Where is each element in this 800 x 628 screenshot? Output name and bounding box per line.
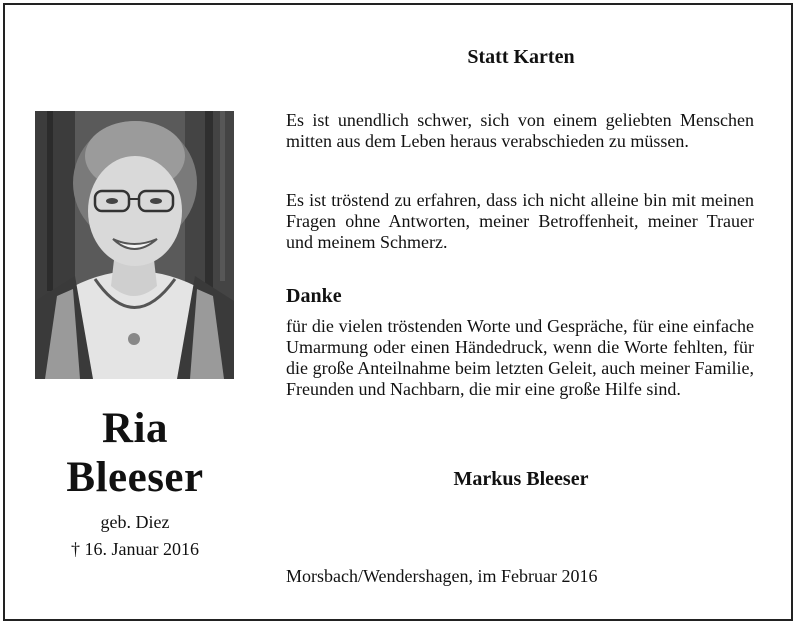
notice-title: Statt Karten bbox=[467, 46, 575, 68]
paragraph-farewell: Es ist unendlich schwer, sich von einem geliebten Menschen mitten aus dem Leben heraus verabschieden zu müssen. bbox=[286, 110, 754, 151]
thanks-heading: Danke bbox=[286, 285, 342, 307]
paragraph-thanks: für die vielen tröstenden Worte und Gespräche, für eine einfache Umarmung oder einen Händedruck, wenn die Worte fehlten, für die große Anteilnahme beim letzten Geleit, auch meiner Familie, Freunden und Nachbarn, die mir eine große Hilfe sind. bbox=[286, 316, 754, 399]
place-date: Morsbach/Wendershagen, im Februar 2016 bbox=[286, 566, 598, 586]
death-date: † 16. Januar 2016 bbox=[71, 539, 199, 559]
paragraph-comfort: Es ist tröstend zu erfahren, dass ich nicht alleine bin mit meinen Fragen ohne Antworten, meiner Betroffenheit, meiner Trauer und meinem Schmerz. bbox=[286, 190, 754, 252]
deceased-first-name: Ria bbox=[102, 405, 168, 452]
maiden-name: geb. Diez bbox=[100, 512, 170, 532]
signer-name: Markus Bleeser bbox=[453, 468, 589, 490]
deceased-last-name: Bleeser bbox=[66, 454, 204, 501]
portrait-photo bbox=[35, 111, 234, 379]
